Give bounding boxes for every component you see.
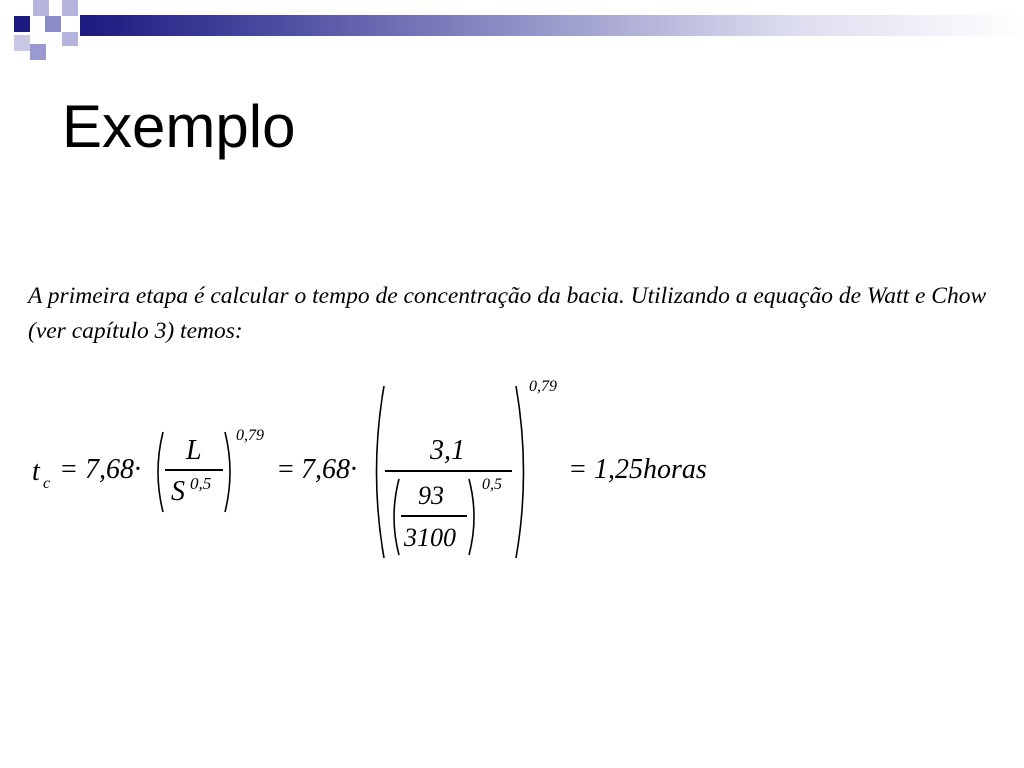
eq-left-paren-2 bbox=[366, 384, 388, 560]
eq-coefficient-1: 7,68· bbox=[85, 454, 141, 485]
intro-text: A primeira etapa é calcular o tempo de concentração da bacia. Utilizando a equação de Watt e Chow (ver capítulo 3) temos: bbox=[28, 283, 987, 344]
eq-equals-2: = bbox=[278, 454, 294, 485]
eq-frac2-numerator: 3,1 bbox=[430, 435, 465, 466]
eq-frac1-den-base: S bbox=[171, 476, 185, 507]
eq-inner-denominator: 3100 bbox=[404, 523, 456, 552]
eq-left-paren-1 bbox=[150, 430, 166, 514]
eq-inner-right-paren bbox=[466, 477, 482, 557]
eq-inner-exponent: 0,5 bbox=[482, 476, 502, 493]
eq-exponent-2: 0,79 bbox=[529, 378, 557, 395]
eq-frac1-line bbox=[165, 469, 223, 471]
eq-inner-numerator: 93 bbox=[418, 481, 444, 510]
slide-title: Exemplo bbox=[62, 93, 296, 160]
eq-coefficient-2: 7,68· bbox=[301, 454, 357, 485]
eq-equals-3: = bbox=[570, 454, 586, 485]
eq-lhs-variable: t bbox=[32, 456, 40, 487]
eq-inner-left-paren bbox=[386, 477, 402, 557]
eq-result: 1,25horas bbox=[594, 454, 707, 485]
eq-equals-1: = bbox=[61, 454, 77, 485]
eq-frac1-den-exponent: 0,5 bbox=[190, 474, 212, 493]
eq-exponent-1: 0,79 bbox=[236, 427, 264, 444]
eq-frac2-line bbox=[385, 470, 512, 472]
eq-lhs-subscript: c bbox=[43, 475, 51, 492]
eq-inner-line bbox=[401, 515, 467, 517]
eq-frac1-numerator: L bbox=[186, 435, 202, 466]
eq-right-paren-2 bbox=[512, 384, 534, 560]
